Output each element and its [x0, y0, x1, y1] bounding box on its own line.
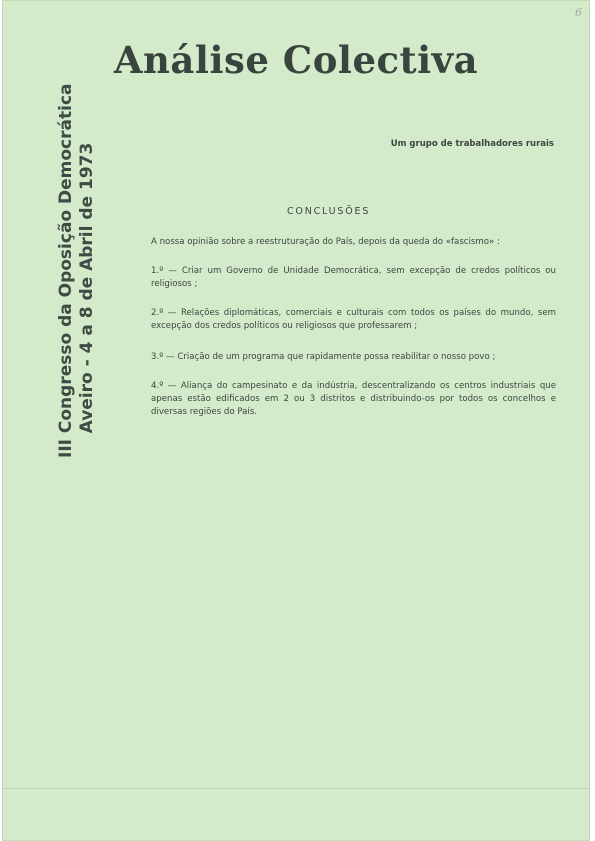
item-number: 2.º — [151, 308, 177, 318]
item-number: 4.º — [151, 381, 177, 391]
item-number: 1.º — [151, 266, 177, 276]
conclusion-item [151, 265, 556, 291]
item-text: Criar um Governo de Unidade Democrática, sem excepção de credos políticos ou religiosos ; [151, 266, 557, 289]
document-title: Análise Colectiva [113, 38, 479, 82]
item-text: Relações diplomáticas, comerciais e culturais com todos os países do mundo, sem excepção dos credos políticos ou religiosos que professarem ; [151, 308, 557, 331]
congress-vertical-title [56, 83, 98, 458]
congress-name: III Congresso da Oposição Democrática [56, 83, 76, 458]
conclusion-item [151, 351, 556, 364]
item-text: Aliança do campesinato e da indústria, descentralizando os centros industriais que apenas estão edificados em 2 ou 3 distritos e distribuindo-os por todos os concelhos e diversas regiões do País. [151, 381, 557, 417]
conclusion-item [151, 307, 556, 333]
congress-date: Aveiro - 4 a 8 de Abril de 1973 [77, 142, 97, 434]
item-text: Criação de um programa que rapidamente possa reabilitar o nosso povo ; [177, 352, 496, 362]
intro-paragraph: A nossa opinião sobre a reestruturação do País, depois da queda do «fascismo» : [151, 237, 500, 247]
conclusion-item [151, 380, 556, 419]
author-group: Um grupo de trabalhadores rurais [390, 139, 554, 149]
paper-fold-line [2, 788, 590, 789]
page-number-mark: 6 [575, 6, 582, 19]
document-page [2, 0, 590, 841]
item-number: 3.º — [151, 352, 175, 362]
section-heading: CONCLUSÕES [287, 206, 371, 217]
